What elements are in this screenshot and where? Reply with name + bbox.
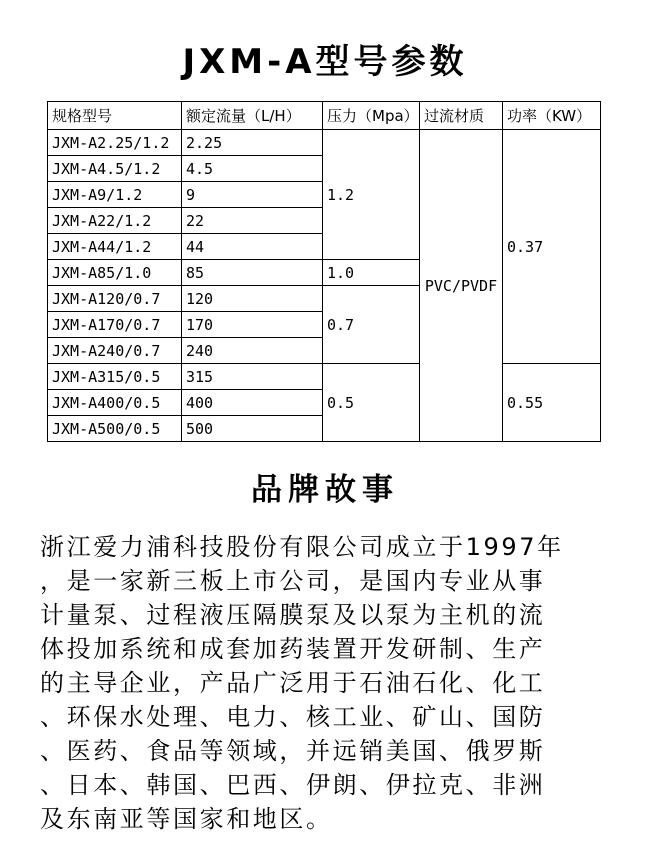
model-cell: JXM-A315/0.5 xyxy=(48,364,182,390)
story-line: 的主导企业，产品广泛用于石油石化、化工 xyxy=(40,669,546,697)
pressure-cell: 0.5 xyxy=(323,364,420,442)
table-header-row xyxy=(48,102,601,130)
model-cell: JXM-A4.5/1.2 xyxy=(48,156,182,182)
story-line: 计量泵、过程液压隔膜泵及以泵为主机的流 xyxy=(40,601,546,629)
material-cell: PVC/PVDF xyxy=(420,130,503,442)
flow-cell: 170 xyxy=(182,312,323,338)
model-cell: JXM-A170/0.7 xyxy=(48,312,182,338)
flow-cell: 315 xyxy=(182,364,323,390)
flow-cell: 85 xyxy=(182,260,323,286)
flow-cell: 240 xyxy=(182,338,323,364)
model-cell: JXM-A9/1.2 xyxy=(48,182,182,208)
story-line: 浙江爱力浦科技股份有限公司成立于1997年 xyxy=(40,533,564,561)
header-flow: 额定流量（L/H） xyxy=(182,102,323,130)
flow-cell: 400 xyxy=(182,390,323,416)
model-cell: JXM-A500/0.5 xyxy=(48,416,182,442)
header-model: 规格型号 xyxy=(48,102,182,130)
flow-cell: 22 xyxy=(182,208,323,234)
header-pressure: 压力（Mpa） xyxy=(323,102,420,130)
story-line: 、日本、韩国、巴西、伊朗、伊拉克、非洲 xyxy=(40,771,546,799)
table-row xyxy=(48,364,601,390)
pressure-cell: 1.2 xyxy=(323,130,420,260)
story-line: 、医药、食品等领域，并远销美国、俄罗斯 xyxy=(40,737,546,765)
model-cell: JXM-A44/1.2 xyxy=(48,234,182,260)
model-cell: JXM-A2.25/1.2 xyxy=(48,130,182,156)
model-cell: JXM-A240/0.7 xyxy=(48,338,182,364)
model-cell: JXM-A22/1.2 xyxy=(48,208,182,234)
flow-cell: 2.25 xyxy=(182,130,323,156)
flow-cell: 120 xyxy=(182,286,323,312)
story-line: ，是一家新三板上市公司，是国内专业从事 xyxy=(40,567,546,595)
power-cell: 0.55 xyxy=(503,364,601,442)
table-row xyxy=(48,130,601,156)
flow-cell: 4.5 xyxy=(182,156,323,182)
flow-cell: 500 xyxy=(182,416,323,442)
flow-cell: 9 xyxy=(182,182,323,208)
story-line: 体投加系统和成套加药装置开发研制、生产 xyxy=(40,635,546,663)
model-cell: JXM-A85/1.0 xyxy=(48,260,182,286)
flow-cell: 44 xyxy=(182,234,323,260)
header-material: 过流材质 xyxy=(420,102,503,130)
story-line: 、环保水处理、电力、核工业、矿山、国防 xyxy=(40,703,546,731)
power-cell: 0.37 xyxy=(503,130,601,364)
header-power: 功率（KW） xyxy=(503,102,601,130)
brand-story-text xyxy=(40,530,620,836)
pressure-cell: 1.0 xyxy=(323,260,420,286)
spec-table xyxy=(47,101,601,442)
model-cell: JXM-A400/0.5 xyxy=(48,390,182,416)
page-title: JXM-A型号参数 xyxy=(182,42,468,82)
model-cell: JXM-A120/0.7 xyxy=(48,286,182,312)
pressure-cell: 0.7 xyxy=(323,286,420,364)
story-line: 及东南亚等国家和地区。 xyxy=(40,805,333,833)
brand-story-title: 品牌故事 xyxy=(251,472,399,508)
